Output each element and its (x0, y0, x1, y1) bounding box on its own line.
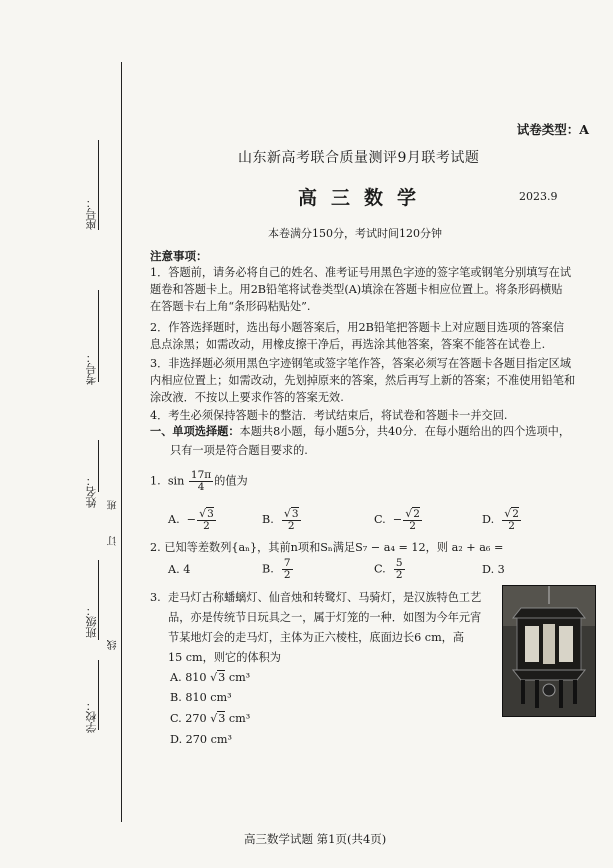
q1-fraction (189, 470, 213, 493)
option-fraction (394, 558, 405, 581)
q3-option-c: C. 270 √3 cm³ (170, 712, 251, 725)
option-fraction (502, 508, 521, 532)
notice-line: 1．答题前，请务必将自己的姓名、准考证号用黑色字迹的签字笔或钢笔分别填写在试 (150, 266, 572, 279)
q2-option-a: A. 4 (168, 563, 191, 576)
question-number: 2. (150, 541, 161, 554)
option-frac-den: 2 (287, 520, 295, 532)
question-2 (150, 540, 503, 555)
option-fraction (282, 558, 293, 581)
section-heading (150, 424, 570, 439)
name-label: 姓名： (85, 475, 98, 508)
option-fraction (197, 508, 216, 532)
option-letter: B. (262, 562, 274, 576)
notice-line: 息点涂黑；如需改动，用橡皮擦干净后，再选涂其他答案，答案不能答在试卷上. (150, 338, 546, 351)
option-fraction (282, 508, 301, 532)
q3-line: 15 cm，则它的体积为 (168, 651, 281, 664)
q1-frac-num: 17π (190, 469, 212, 481)
option-frac-num: √2 (504, 507, 519, 520)
q3-line: 品，亦是传统节日玩具之一，属于灯笼的一种．如图为今年元宵 (168, 611, 482, 624)
exam-number-field (98, 140, 99, 230)
q1-prefix: sin (167, 474, 185, 488)
school-field (98, 660, 99, 730)
option-unit: cm³ (228, 712, 251, 725)
notice-title: 注意事项： (150, 249, 208, 263)
notice-line: 4．考生必须保持答题卡的整洁．考试结束后，将试卷和答题卡一并交回. (150, 409, 508, 422)
q2-option-c (374, 558, 406, 581)
binding-mark-1: 订 (108, 536, 119, 546)
q1-option-d (482, 508, 522, 532)
q1-frac-den: 4 (197, 481, 205, 493)
exam-number-label: 座号： (85, 197, 98, 230)
notice-line: 涂改液．不按以上要求作答的答案无效. (150, 391, 344, 404)
q3-option-d: D. 270 cm³ (170, 733, 232, 746)
subject-title: 高三数学 (298, 187, 431, 209)
q2-option-b (262, 558, 294, 581)
option-radicand: 3 (291, 508, 299, 520)
school-label: 学校： (85, 700, 98, 733)
exam-info: 本卷满分150分，考试时间120分钟 (268, 227, 442, 240)
question-number: 1. (150, 474, 161, 488)
option-radicand: 3 (218, 712, 226, 725)
option-frac-den: 2 (395, 569, 403, 581)
option-letter: B. (262, 513, 274, 526)
option-fraction (403, 508, 422, 532)
notice-line: 2．作答选择题时，选出每小题答案后，用2B铅笔把答题卡上对应题目选项的答案信 (150, 321, 565, 334)
option-frac-den: 2 (508, 520, 515, 532)
notice-line: 题卷和答题卡上。用2B铅笔将试卷类型(A)填涂在答题卡相应位置上。将条形码横贴 (150, 283, 563, 296)
option-unit: cm³ (228, 671, 251, 684)
candidate-number-field (98, 290, 99, 382)
option-sign: − (392, 513, 403, 526)
paper-type: 试卷类型：A (516, 122, 589, 137)
option-text: C. 270 (170, 712, 207, 725)
option-letter: C. (374, 513, 386, 526)
section-heading-text-2: 只有一项是符合题目要求的. (170, 444, 308, 457)
binding-mark-2: 班 (108, 500, 119, 510)
binding-mark-3: 线 (108, 640, 119, 650)
lantern-photo (502, 585, 596, 717)
option-radicand: 2 (512, 508, 519, 520)
option-frac-num: 5 (395, 557, 403, 569)
q1-option-c (374, 508, 423, 532)
option-frac-num: √2 (405, 507, 420, 520)
question-1 (150, 470, 248, 493)
notice-line: 3．非选择题必须用黑色字迹钢笔或签字笔作答，答案必须写在答题卡各题目指定区域 (150, 357, 572, 370)
q1-suffix: 的值为 (214, 474, 248, 488)
q1-option-b (262, 508, 302, 532)
option-sign: − (186, 513, 197, 526)
question-3-number: 3. (150, 591, 161, 604)
option-letter: D. (482, 513, 495, 526)
q3-line: 节某地灯会的走马灯，主体为正六棱柱，底面边长6 cm，高 (168, 631, 465, 644)
option-frac-num: 7 (283, 557, 291, 569)
option-letter: A. (168, 513, 180, 526)
notice-line: 在答题卡右上角“条形码粘贴处”. (150, 300, 311, 313)
option-radicand: 3 (218, 671, 226, 684)
q2-option-d: D. 3 (482, 563, 505, 576)
q3-line: 走马灯古称蟠螭灯、仙音烛和转鹭灯、马骑灯，是汉族特色工艺 (168, 591, 482, 604)
section-heading-text: 本题共8小题，每小题5分，共40分．在每小题给出的四个选项中， (239, 425, 571, 438)
exam-date: 2023.9 (519, 190, 558, 203)
option-letter: C. (374, 562, 386, 576)
option-frac-den: 2 (283, 569, 291, 581)
name-field (98, 440, 99, 492)
option-frac-num: √3 (283, 507, 299, 520)
class-field (98, 560, 99, 640)
q2-text: 已知等差数列{aₙ}，其前n项和Sₙ满足S₇ − a₄ = 12，则 a₂ + a₆ = (164, 541, 504, 554)
q1-option-a (168, 508, 217, 532)
section-heading-label: 一、单项选择题： (150, 424, 240, 438)
page-footer: 高三数学试题 第1页(共4页) (244, 832, 387, 846)
option-frac-den: 2 (203, 520, 210, 532)
option-text: A. 810 (170, 671, 207, 684)
binding-line (121, 62, 122, 822)
exam-title: 山东新高考联合质量测评9月联考试题 (238, 150, 480, 166)
option-radicand: 3 (207, 508, 214, 520)
option-radicand: 2 (413, 508, 420, 520)
q3-option-a: A. 810 √3 cm³ (170, 671, 251, 684)
option-frac-den: 2 (409, 520, 416, 532)
q3-option-b: B. 810 cm³ (170, 691, 232, 704)
option-frac-num: √3 (199, 507, 214, 520)
notice-line: 内相应位置上；如需改动，先划掉原来的答案，然后再写上新的答案；不准使用铅笔和 (150, 374, 576, 387)
class-label: 班级： (85, 605, 98, 638)
candidate-number-label: 考号： (85, 352, 98, 385)
lantern-illustration (503, 586, 595, 716)
